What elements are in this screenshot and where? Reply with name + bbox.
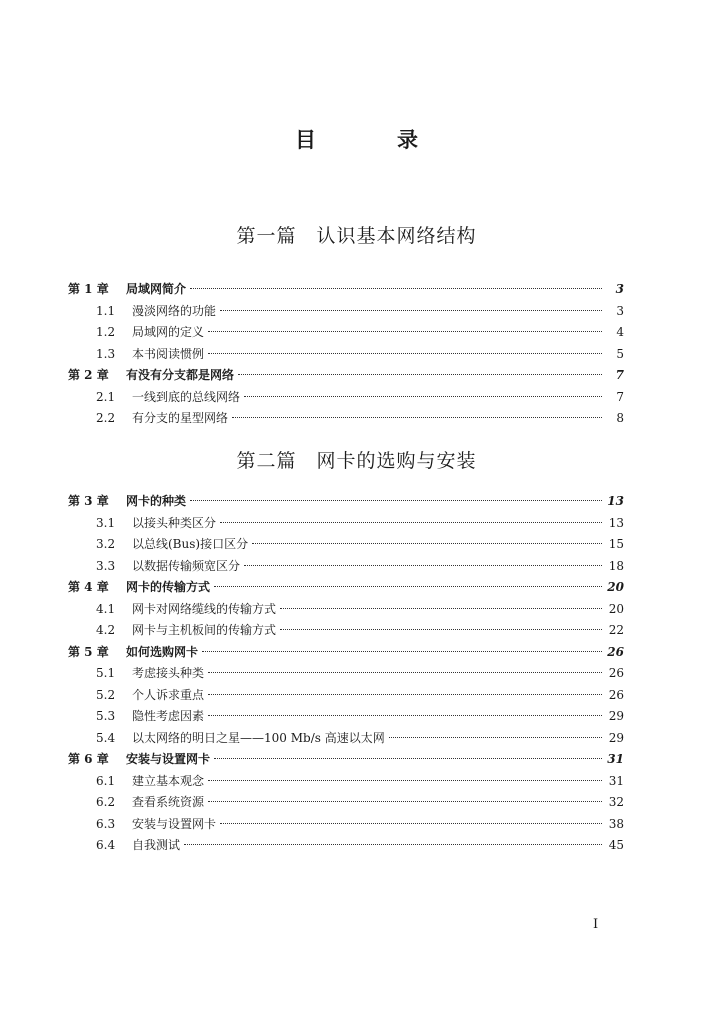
entry-number: 第 4 章 xyxy=(68,580,109,594)
entry-number: 2.1 xyxy=(96,389,116,404)
dot-leader xyxy=(208,715,602,716)
entry-label: 安装与设置网卡 xyxy=(126,752,211,766)
entry-page: 7 xyxy=(616,389,624,404)
entry-page: 5 xyxy=(616,346,624,361)
dot-leader xyxy=(389,737,602,738)
entry-label: 安装与设置网卡 xyxy=(132,816,217,831)
entry-page: 45 xyxy=(608,838,624,852)
dot-leader xyxy=(208,780,602,781)
entry-page: 13 xyxy=(607,494,624,508)
entry-number: 1.2 xyxy=(96,325,116,339)
entry-number: 第 3 章 xyxy=(68,494,109,508)
entry-number: 5.1 xyxy=(96,666,116,680)
dot-leader xyxy=(190,288,602,289)
entry-number: 5.2 xyxy=(96,687,116,702)
entry-label: 隐性考虑因素 xyxy=(132,709,205,723)
toc-section-entry[interactable] xyxy=(68,814,624,836)
toc-section-entry[interactable] xyxy=(68,322,624,344)
entry-page: 31 xyxy=(608,773,624,788)
entry-page: 3 xyxy=(616,303,624,318)
part-title: 第二篇 网卡的选购与安装 xyxy=(236,450,477,472)
toc-section-entry[interactable] xyxy=(68,534,624,556)
entry-number: 3.3 xyxy=(96,558,116,573)
dot-leader xyxy=(190,500,602,501)
toc-section-entry[interactable] xyxy=(68,408,624,430)
entry-number: 4.2 xyxy=(96,623,116,637)
entry-number: 第 1 章 xyxy=(68,282,109,296)
dot-leader xyxy=(184,844,602,845)
toc-list xyxy=(68,279,624,430)
entry-page: 20 xyxy=(607,580,624,594)
entry-page: 4 xyxy=(616,325,624,339)
toc-section-entry[interactable] xyxy=(68,663,624,685)
toc-chapter-entry[interactable] xyxy=(68,642,624,664)
entry-page: 29 xyxy=(608,709,624,723)
entry-label: 网卡的传输方式 xyxy=(126,580,211,594)
dot-leader xyxy=(208,672,602,673)
entry-label: 自我测试 xyxy=(132,838,181,852)
entry-label: 考虑接头种类 xyxy=(132,666,205,680)
entry-number: 6.3 xyxy=(96,816,116,831)
entry-page: 32 xyxy=(608,795,624,809)
entry-page: 38 xyxy=(608,816,624,831)
toc-section-entry[interactable] xyxy=(68,685,624,707)
toc-section-entry[interactable] xyxy=(68,728,624,750)
entry-number: 1.3 xyxy=(96,346,116,361)
part-title: 第一篇 认识基本网络结构 xyxy=(236,225,477,247)
entry-number: 3.2 xyxy=(96,537,116,551)
entry-number: 1.1 xyxy=(96,303,116,318)
dot-leader xyxy=(220,823,602,824)
entry-number: 6.4 xyxy=(96,838,116,852)
toc-section-entry[interactable] xyxy=(68,706,624,728)
dot-leader xyxy=(208,353,602,354)
entry-page: 18 xyxy=(608,558,624,573)
entry-page: 8 xyxy=(616,411,624,425)
toc-section-entry[interactable] xyxy=(68,556,624,578)
entry-page: 26 xyxy=(608,687,624,702)
entry-page: 13 xyxy=(608,515,624,530)
entry-page: 7 xyxy=(615,368,624,382)
dot-leader xyxy=(232,417,602,418)
toc-section-entry[interactable] xyxy=(68,771,624,793)
entry-number: 第 5 章 xyxy=(68,644,109,659)
entry-number: 5.3 xyxy=(96,709,116,723)
entry-page: 20 xyxy=(608,601,624,616)
entry-page: 29 xyxy=(608,730,624,745)
entry-label: 网卡与主机板间的传输方式 xyxy=(132,623,277,637)
entry-number: 6.1 xyxy=(96,773,116,788)
entry-number: 5.4 xyxy=(96,730,116,745)
entry-label: 网卡对网络缆线的传输方式 xyxy=(132,601,277,616)
toc-chapter-entry[interactable] xyxy=(68,279,624,301)
dot-leader xyxy=(220,522,602,523)
dot-leader xyxy=(280,629,602,630)
toc-section-entry[interactable] xyxy=(68,835,624,857)
dot-leader xyxy=(238,374,602,375)
entry-page: 26 xyxy=(608,666,624,680)
entry-number: 6.2 xyxy=(96,795,116,809)
entry-page: 22 xyxy=(608,623,624,637)
toc-list xyxy=(68,491,624,857)
entry-label: 有没有分支都是网络 xyxy=(126,368,235,382)
entry-number: 第 6 章 xyxy=(68,752,109,766)
toc-section-entry[interactable] xyxy=(68,387,624,409)
entry-label: 一线到底的总线网络 xyxy=(132,389,241,404)
toc-chapter-entry[interactable] xyxy=(68,491,624,513)
entry-label: 本书阅读惯例 xyxy=(132,346,205,361)
toc-section-entry[interactable] xyxy=(68,513,624,535)
entry-label: 有分支的星型网络 xyxy=(132,411,229,425)
dot-leader xyxy=(214,758,602,759)
dot-leader xyxy=(244,396,602,397)
dot-leader xyxy=(202,651,602,652)
toc-chapter-entry[interactable] xyxy=(68,749,624,771)
dot-leader xyxy=(208,331,602,332)
dot-leader xyxy=(208,801,602,802)
dot-leader xyxy=(280,608,602,609)
entry-label: 以太网络的明日之星——100 Mb/s 高速以太网 xyxy=(132,730,385,745)
toc-section-entry[interactable] xyxy=(68,344,624,366)
dot-leader xyxy=(252,543,602,544)
entry-label: 局域网简介 xyxy=(126,282,187,296)
entry-label: 个人诉求重点 xyxy=(132,687,205,702)
toc-section-entry[interactable] xyxy=(68,620,624,642)
entry-label: 漫淡网络的功能 xyxy=(132,303,217,318)
toc-section-entry[interactable] xyxy=(68,792,624,814)
toc-section-entry[interactable] xyxy=(68,301,624,323)
toc-section-entry[interactable] xyxy=(68,599,624,621)
dot-leader xyxy=(244,565,602,566)
entry-label: 网卡的种类 xyxy=(126,494,187,508)
entry-page: 31 xyxy=(607,752,624,766)
entry-page: 3 xyxy=(615,282,624,296)
entry-page: 26 xyxy=(607,644,624,659)
entry-label: 查看系统资源 xyxy=(132,795,205,809)
dot-leader xyxy=(220,310,602,311)
toc-chapter-entry[interactable] xyxy=(68,577,624,599)
entry-label: 局域网的定义 xyxy=(132,325,205,339)
entry-number: 第 2 章 xyxy=(68,368,109,382)
entry-number: 3.1 xyxy=(96,515,116,530)
entry-label: 以数据传输频宽区分 xyxy=(132,558,241,573)
entry-page: 15 xyxy=(608,537,624,551)
dot-leader xyxy=(208,694,602,695)
page-number: I xyxy=(593,917,599,932)
dot-leader xyxy=(214,586,602,587)
page-title: 目 录 xyxy=(295,127,448,152)
entry-label: 以接头种类区分 xyxy=(132,515,217,530)
toc-chapter-entry[interactable] xyxy=(68,365,624,387)
entry-label: 以总线(Bus)接口区分 xyxy=(132,537,249,551)
entry-number: 2.2 xyxy=(96,411,116,425)
entry-label: 建立基本观念 xyxy=(132,773,205,788)
entry-number: 4.1 xyxy=(96,601,116,616)
entry-label: 如何选购网卡 xyxy=(126,644,199,659)
